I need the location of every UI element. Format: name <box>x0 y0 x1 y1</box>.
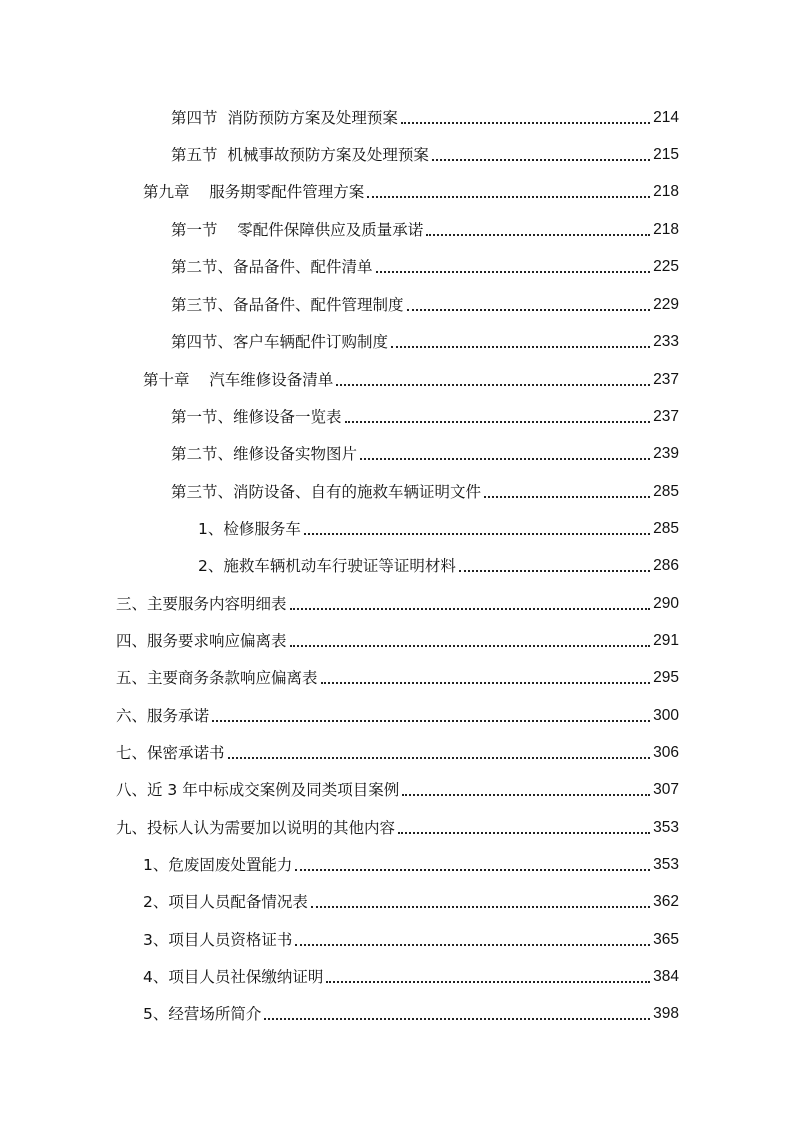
toc-leader <box>345 421 651 423</box>
toc-entry-title: 4、项目人员社保缴纳证明 <box>143 968 324 986</box>
toc-entry-page: 365 <box>653 931 679 948</box>
toc-entry-title: 六、服务承诺 <box>116 707 210 725</box>
toc-entry <box>143 890 679 914</box>
toc-entry-title: 第三节、备品备件、配件管理制度 <box>171 296 404 314</box>
toc-entry-page: 285 <box>653 520 679 537</box>
toc-entry-title: 1、检修服务车 <box>198 520 301 538</box>
toc-entry <box>116 741 679 765</box>
toc-leader <box>367 196 650 198</box>
toc-entry-page: 214 <box>653 109 679 126</box>
toc-entry <box>143 853 679 877</box>
toc-entry-title: 第二节、维修设备实物图片 <box>171 445 358 463</box>
toc-entry-page: 233 <box>653 333 679 350</box>
toc-entry-title: 七、保密承诺书 <box>116 744 225 762</box>
toc-entry-title: 第二节、备品备件、配件清单 <box>171 258 373 276</box>
toc-entry-title: 2、施救车辆机动车行驶证等证明材料 <box>198 557 456 575</box>
toc-leader <box>376 271 651 273</box>
toc-entry <box>198 554 679 578</box>
toc-leader <box>321 682 651 684</box>
toc-entry <box>171 218 679 242</box>
toc-entry <box>116 816 679 840</box>
toc-entry-title: 第三节、消防设备、自有的施救车辆证明文件 <box>171 483 482 501</box>
toc-entry-title: 第九章 服务期零配件管理方案 <box>143 183 365 201</box>
toc-leader <box>295 869 650 871</box>
toc-leader <box>426 234 650 236</box>
toc-entry-title: 第四节、客户车辆配件订购制度 <box>171 333 389 351</box>
toc-entry <box>143 180 679 204</box>
toc-entry-title: 第十章 汽车维修设备清单 <box>143 371 334 389</box>
toc-entry-title: 5、经营场所简介 <box>143 1005 262 1023</box>
toc-entry <box>143 928 679 952</box>
toc-leader <box>484 496 650 498</box>
toc-entry-page: 286 <box>653 557 679 574</box>
toc-entry <box>116 778 679 802</box>
toc-entry <box>171 255 679 279</box>
toc-entry-title: 五、主要商务条款响应偏离表 <box>116 669 318 687</box>
toc-entry-page: 384 <box>653 968 679 985</box>
toc-entry-page: 353 <box>653 856 679 873</box>
toc-entry-page: 290 <box>653 595 679 612</box>
toc-entry <box>143 368 679 392</box>
toc-entry-title: 1、危废固废处置能力 <box>143 856 293 874</box>
toc-leader <box>407 309 651 311</box>
toc-leader <box>401 122 650 124</box>
toc-leader <box>295 944 650 946</box>
toc-leader <box>336 384 650 386</box>
toc-entry <box>171 293 679 317</box>
toc-entry <box>171 480 679 504</box>
toc-leader <box>311 906 650 908</box>
toc-leader <box>290 608 651 610</box>
toc-entry-title: 第五节 机械事故预防方案及处理预案 <box>171 146 429 164</box>
toc-entry-title: 第一节 零配件保障供应及质量承诺 <box>171 221 424 239</box>
toc-entry <box>171 442 679 466</box>
toc-entry <box>171 106 679 130</box>
toc-entry-page: 291 <box>653 632 679 649</box>
toc-entry-title: 2、项目人员配备情况表 <box>143 893 308 911</box>
toc-entry-page: 285 <box>653 483 679 500</box>
toc-entry <box>116 629 679 653</box>
toc-entry-page: 295 <box>653 669 679 686</box>
toc-entry-page: 300 <box>653 707 679 724</box>
toc-leader <box>326 981 650 983</box>
toc-entry <box>116 592 679 616</box>
toc-entry-page: 307 <box>653 781 679 798</box>
toc-entry-title: 三、主要服务内容明细表 <box>116 595 287 613</box>
toc-entry-page: 237 <box>653 371 679 388</box>
toc-entry-page: 218 <box>653 183 679 200</box>
toc-entry-page: 229 <box>653 296 679 313</box>
toc-entry-page: 218 <box>653 221 679 238</box>
toc-leader <box>264 1018 650 1020</box>
toc-leader <box>360 458 650 460</box>
toc-leader <box>398 832 650 834</box>
toc-entry-title: 八、近 3 年中标成交案例及同类项目案例 <box>116 781 400 799</box>
toc-entry-page: 239 <box>653 445 679 462</box>
toc-entry-page: 398 <box>653 1005 679 1022</box>
toc-leader <box>212 720 650 722</box>
toc-entry <box>143 1002 679 1026</box>
toc-entry-page: 362 <box>653 893 679 910</box>
toc-leader <box>304 533 650 535</box>
toc-leader <box>228 757 651 759</box>
toc-leader <box>459 570 650 572</box>
toc-entry-page: 353 <box>653 819 679 836</box>
toc-entry <box>116 704 679 728</box>
toc-leader <box>432 159 650 161</box>
toc-entry-title: 第一节、维修设备一览表 <box>171 408 342 426</box>
toc-entry-title: 第四节 消防预防方案及处理预案 <box>171 109 398 127</box>
toc-entry <box>171 330 679 354</box>
toc-entry-title: 3、项目人员资格证书 <box>143 931 293 949</box>
toc-entry-title: 九、投标人认为需要加以说明的其他内容 <box>116 819 396 837</box>
toc-entry-page: 215 <box>653 146 679 163</box>
toc-entry-page: 237 <box>653 408 679 425</box>
toc-entry-page: 306 <box>653 744 679 761</box>
toc-leader <box>290 645 651 647</box>
toc-entry-title: 四、服务要求响应偏离表 <box>116 632 287 650</box>
toc-entry <box>198 517 679 541</box>
toc-leader <box>402 794 650 796</box>
toc-entry <box>171 143 679 167</box>
toc-entry <box>116 666 679 690</box>
toc-entry <box>171 405 679 429</box>
toc-leader <box>391 346 650 348</box>
toc-entry-page: 225 <box>653 258 679 275</box>
toc-entry <box>143 965 679 989</box>
